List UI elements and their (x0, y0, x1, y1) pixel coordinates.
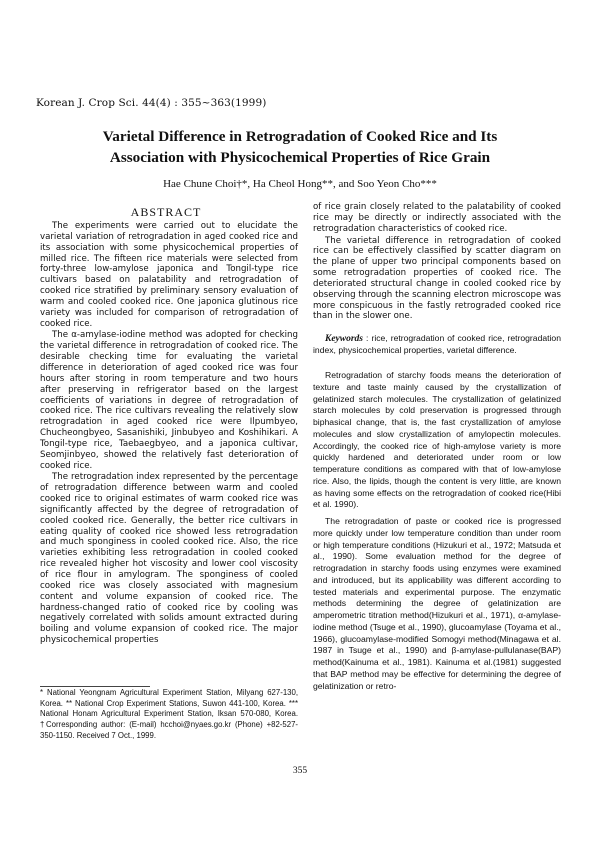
left-column (40, 221, 298, 646)
abstract-paragraph: The retrogradation index represented by the percentage of retrogradation difference between warm and cooled cooked rice to original estimates of warm cooked rice was significantly affected by the degree of retrogradation of cooled cooked rice. Generally, the better rice cultivars in eating quality of cooked rice showed less retrogradation and much sponginess in cooled cooked rice. Also, the rice varieties exhibiting less retrogradation in cooled cooked rice revealed higher hot viscosity and lower cool viscosity of rice flour in amylogram. The sponginess of cooled cooked rice was closely associated with magnesium content and volume expansion of cooked rice. The hardness-changed ratio of cooked rice by cooling was negatively correlated with solids amount extracted during boiling and volume expansion of cooked rice. The major physicochemical properties (40, 472, 298, 646)
paper-title (50, 126, 550, 168)
keywords-label: Keywords (325, 334, 363, 345)
keywords (313, 333, 561, 356)
abstract-continued-paragraph: of rice grain closely related to the palatability of cooked rice may be directly or indirectly associated with the retrogradation characteristics of cooked rice. (313, 202, 561, 234)
body-paragraph: Retrogradation of starchy foods means the deterioration of texture and taste mainly caused by the crystallization of gelatinized starch molecules. The crystallization of gelatinized starch molecules by cold preservation is progressed through biphasical change, that is, the fast crystallization of amylose molecules and slow crystallization of amylopectin molecules. Accordingly, the cooked rice of high-amylose variety is more quickly hardened and deteriorated under room or low temperature conditions as compared with that of low-amylose rice. Also, the lipids, though the content is very little, are known as having some effects on the retrogradation of cooked rice(Hibi et al. 1990). (313, 370, 561, 510)
author-list: Hae Chune Choi†*, Ha Cheol Hong**, and Soo Yeon Cho*** (163, 178, 437, 190)
keywords-text: : rice, retrogradation of cooked rice, retrogradation index, physicochemical properties, varietal difference. (313, 333, 561, 356)
body-paragraph: The retrogradation of paste or cooked rice is progressed more quickly under low temperature condition than under room or high temperature conditions (Hizukuri et al., 1972; Matsuda et al., 1990). Some evaluation method for the degree of retrogradation in starchy foods using enzymes were examined and introduced, but its applicability was different according to tested materials and experimental purpose. The enzymatic methods determining the degree of gelatinization are amperometric titration method(Hizukuri et al., 1971), α-amylase-iodine method (Tsuge et al., 1990), glucoamylase (Toyama et al., 1966), glucoamylase-modified Somogyi method(Minagawa et al. 1987 in Tsuge et al., 1990) and β-amylase-pullulanase(BAP) method(Kainuma et al., 1981). Kainuma et al.(1981) suggested that BAP method may be effective for determining the degree of gelatinization or retro- (313, 516, 561, 691)
journal-citation: Korean J. Crop Sci. 44(4) : 355~363(1999) (36, 97, 267, 109)
abstract-continued-paragraph: The varietal difference in retrogradation of cooked rice can be effectively classified by scatter diagram on the plane of upper two principal components based on some retrogradation properties of cooked rice. The deteriorated structural change in cooled cooked rice by observing through the scanning electron microscope was more conspicuous in the fastly retrograded cooked rice than in the slower one. (313, 235, 561, 322)
page-number: 355 (292, 766, 308, 776)
author-affiliation-footnote: * National Yeongnam Agricultural Experiment Station, Milyang 627-130, Korea. ** National Crop Experiment Stations, Suwon 441-100, Korea. *** National Honam Agricultural Experiment Station, Iksan 570-080, Korea. †Corresponding author: (E-mail) hcchoi@nyaes.go.kr (Phone) +82-527-350-1150. Received 7 Oct., 1999. (40, 688, 298, 740)
title-line-2: Association with Physicochemical Properties of Rice Grain (109, 149, 491, 166)
abstract-paragraph: The α-amylase-iodine method was adopted for checking the varietal difference in retrogradation of cooked rice. The desirable checking time for evaluating the varietal difference in deterioration of aged cooked rice was four hours after storing in room temperature and two hours after preserving in refrigerator based on the largest coefficients of variations in degree of retrogradation of cooked rice. The rice cultivars revealing the relatively slow retrogradation in aged cooked rice were Ilpumbyeo, Chucheongbyeo, Sasanishiki, Jinbubyeo and Koshihikari. A Tongil-type rice, Taebaegbyeo, and a japonica cultivar, Seomjinbyeo, showed the relatively fast deterioration of cooked rice. (40, 330, 298, 471)
introduction-text (313, 370, 561, 692)
footnote-divider (40, 686, 150, 687)
abstract-heading: ABSTRACT (130, 205, 202, 219)
abstract-paragraph: The experiments were carried out to elucidate the varietal variation of retrogradation in aged cooked rice and its association with some physicochemical properties of milled rice. The fifteen rice materials were selected from forty-three low-amylose japonica and Tongil-type rice cultivars based on palatability and retrogradation of cooked rice stratified by preliminary sensory evaluation of warm and cooled cooked rice. One japonica glutinous rice variety was included for comparison of retrogradation of cooked rice. (40, 221, 298, 329)
right-column (313, 202, 561, 692)
title-line-1: Varietal Difference in Retrogradation of Cooked Rice and Its (102, 128, 498, 145)
